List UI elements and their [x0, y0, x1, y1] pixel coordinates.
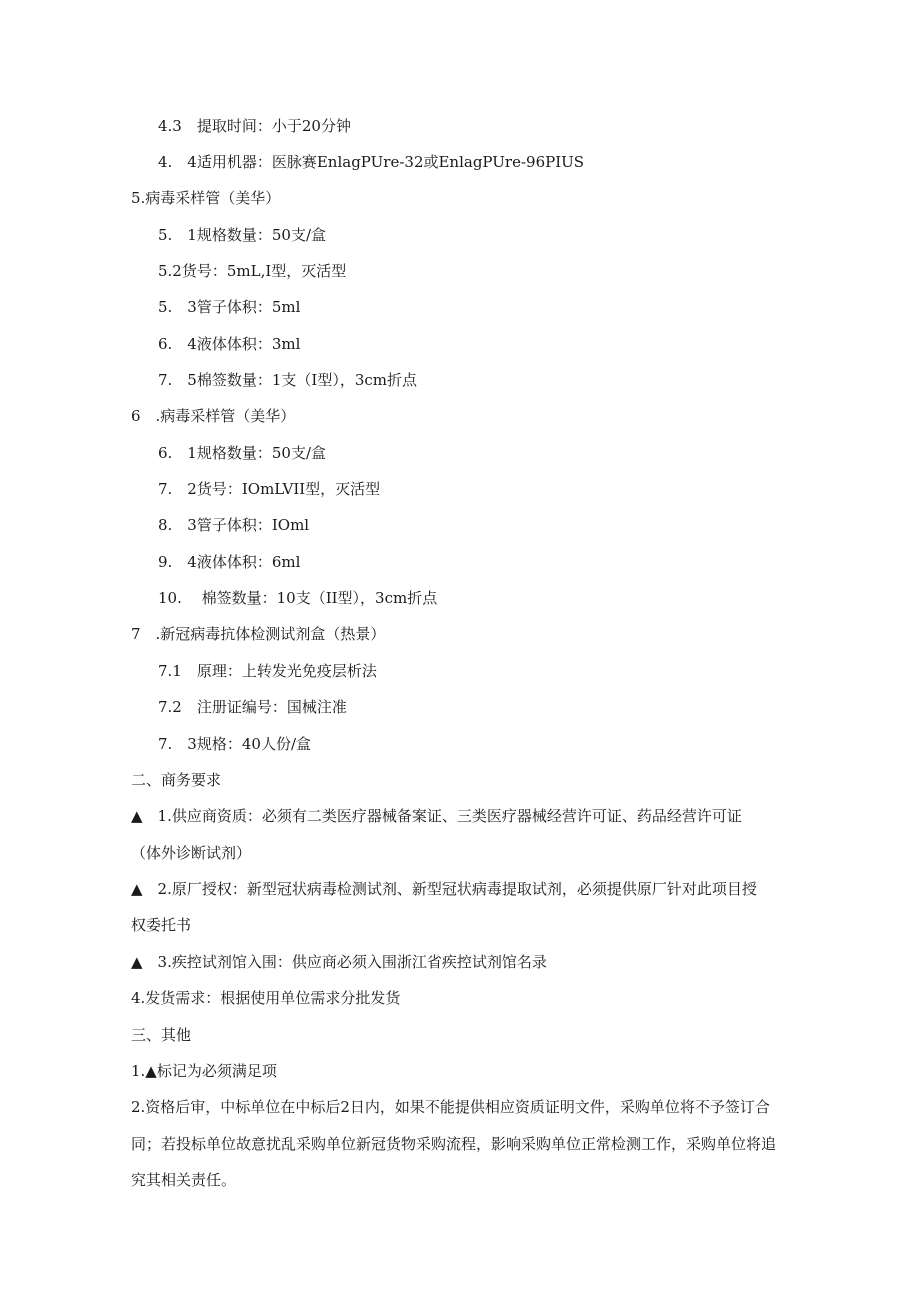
item-4-4: 4. 4适用机器：医脉赛EnlagPUre-32或EnlagPUre-96PIUS	[158, 153, 585, 171]
section-7-heading: 7 .新冠病毒抗体检测试剂盒（热景）	[131, 625, 386, 643]
other-2-cont-1: 同；若投标单位故意扰乱采购单位新冠货物采购流程，影响采购单位正常检测工作，采购单位将追	[131, 1135, 777, 1153]
item-5-2: 5.2货号：5mL,I型，灭活型	[158, 262, 347, 280]
item-6-2: 7. 2货号：IOmLVII型，灭活型	[158, 480, 381, 498]
requirement-4: 4.发货需求：根据使用单位需求分批发货	[131, 989, 401, 1007]
item-7-1: 7.1 原理：上转发光免疫层析法	[158, 662, 377, 680]
item-7-2: 7.2 注册证编号：国械注准	[158, 698, 347, 716]
other-2: 2.资格后审，中标单位在中标后2日内，如果不能提供相应资质证明文件，采购单位将不予签订合	[131, 1098, 770, 1116]
requirement-1-cont: （体外诊断试剂）	[131, 844, 252, 862]
item-5-5: 7. 5棉签数量：1支（I型），3cm折点	[158, 371, 417, 389]
item-5-1: 5. 1规格数量：50支/盒	[158, 226, 326, 244]
other-heading: 三、其他	[131, 1026, 192, 1044]
item-4-3: 4.3 提取时间：小于20分钟	[158, 117, 351, 135]
item-6-3: 8. 3管子体积：IOml	[158, 516, 310, 534]
section-6-heading: 6 .病毒采样管（美华）	[131, 407, 296, 425]
item-7-3: 7. 3规格：40人份/盒	[158, 735, 311, 753]
other-2-cont-2: 究其相关责任。	[131, 1171, 237, 1189]
item-6-4: 9. 4液体体积：6ml	[158, 553, 301, 571]
business-requirements-heading: 二、商务要求	[131, 771, 222, 789]
item-5-3: 5. 3管子体积：5ml	[158, 298, 301, 316]
item-5-4: 6. 4液体体积：3ml	[158, 335, 301, 353]
section-5-heading: 5.病毒采样管（美华）	[131, 189, 281, 207]
requirement-1: ▲ 1.供应商资质：必须有二类医疗器械备案证、三类医疗器械经营许可证、药品经营许可证	[131, 807, 742, 825]
item-6-5: 10. 棉签数量：10支（II型），3cm折点	[158, 589, 438, 607]
requirement-3: ▲ 3.疾控试剂馆入围：供应商必须入围浙江省疾控试剂馆名录	[131, 953, 547, 971]
requirement-2: ▲ 2.原厂授权：新型冠状病毒检测试剂、新型冠状病毒提取试剂，必须提供原厂针对此项目授	[131, 880, 757, 898]
other-1: 1.▲标记为必须满足项	[131, 1062, 277, 1080]
item-6-1: 6. 1规格数量：50支/盒	[158, 444, 326, 462]
requirement-2-cont: 权委托书	[131, 916, 192, 934]
